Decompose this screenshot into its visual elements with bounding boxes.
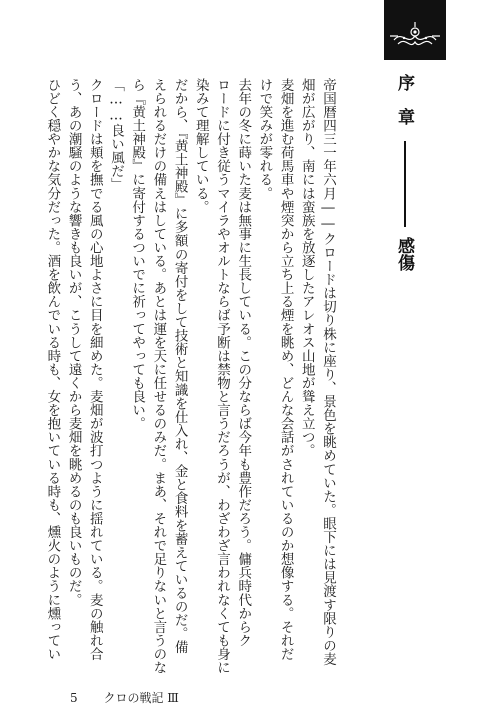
text-line: 麦畑を進む荷馬車や煙突から立ち上る煙を眺め、どんな会話がされているのか想像する。それだ	[277, 78, 294, 661]
running-title: クロの戦記 Ⅲ	[103, 691, 179, 705]
text-line: ら『黄土神殿』に寄付するついでに祈ってやっても良い。	[129, 78, 146, 431]
text-line: 帝国暦四三一年六月――クロードは切り株に座り、景色を眺めていた。眼下には見渡す限りの麦	[320, 78, 336, 666]
page-number: 5	[70, 691, 78, 705]
heading-dash	[404, 141, 406, 227]
body-text	[41, 78, 338, 674]
text-line: ひどく穏やかな気分だった。酒を飲んでいる時も、女を抱いている時も、燻火のように燻ってい	[44, 78, 61, 661]
text-line: ロードに付き従うマイラやオルトならば予断は禁物と言うだろうが、わざわざ言われなくても身に	[213, 78, 230, 675]
text-line: う、あの潮騒のような響きも良いが、こうして遠くから麦畑を眺めるのも良いものだ。	[65, 78, 82, 607]
text-line: 去年の冬に蒔いた麦は無事に生長している。この分ならば今年も豊作だろう。傭兵時代からク	[235, 78, 252, 648]
text-line: えられるだけの備えはしている。あとは運を天に任せるのみだ。まあ、それで足りないと言うのな	[150, 78, 167, 675]
text-line: クロードは頬を撫でる風の心地よさに目を細めた。麦畑が波打つように揺れている。麦の触れ合	[86, 78, 103, 661]
text-line: けで笑みが零れる。	[256, 78, 273, 200]
text-line: 「……良い風だ」	[107, 78, 124, 192]
page-footer	[70, 689, 179, 706]
chapter-label: 序 章	[394, 74, 414, 125]
chapter-title: 感傷	[394, 237, 414, 271]
text-line: 畑が広がり、南には蛮族を放逐したアレオス山地が聳え立つ。	[298, 78, 315, 458]
ornament-icon	[384, 0, 446, 60]
text-line: 染みて理解している。	[192, 78, 209, 214]
text-line: だから、『黄土神殿』に多額の寄付をして技術と知識を仕入れ、金と食料を蓄えているのだ。備	[171, 78, 188, 654]
chapter-heading	[392, 74, 417, 271]
chapter-ornament-tab	[384, 0, 446, 60]
